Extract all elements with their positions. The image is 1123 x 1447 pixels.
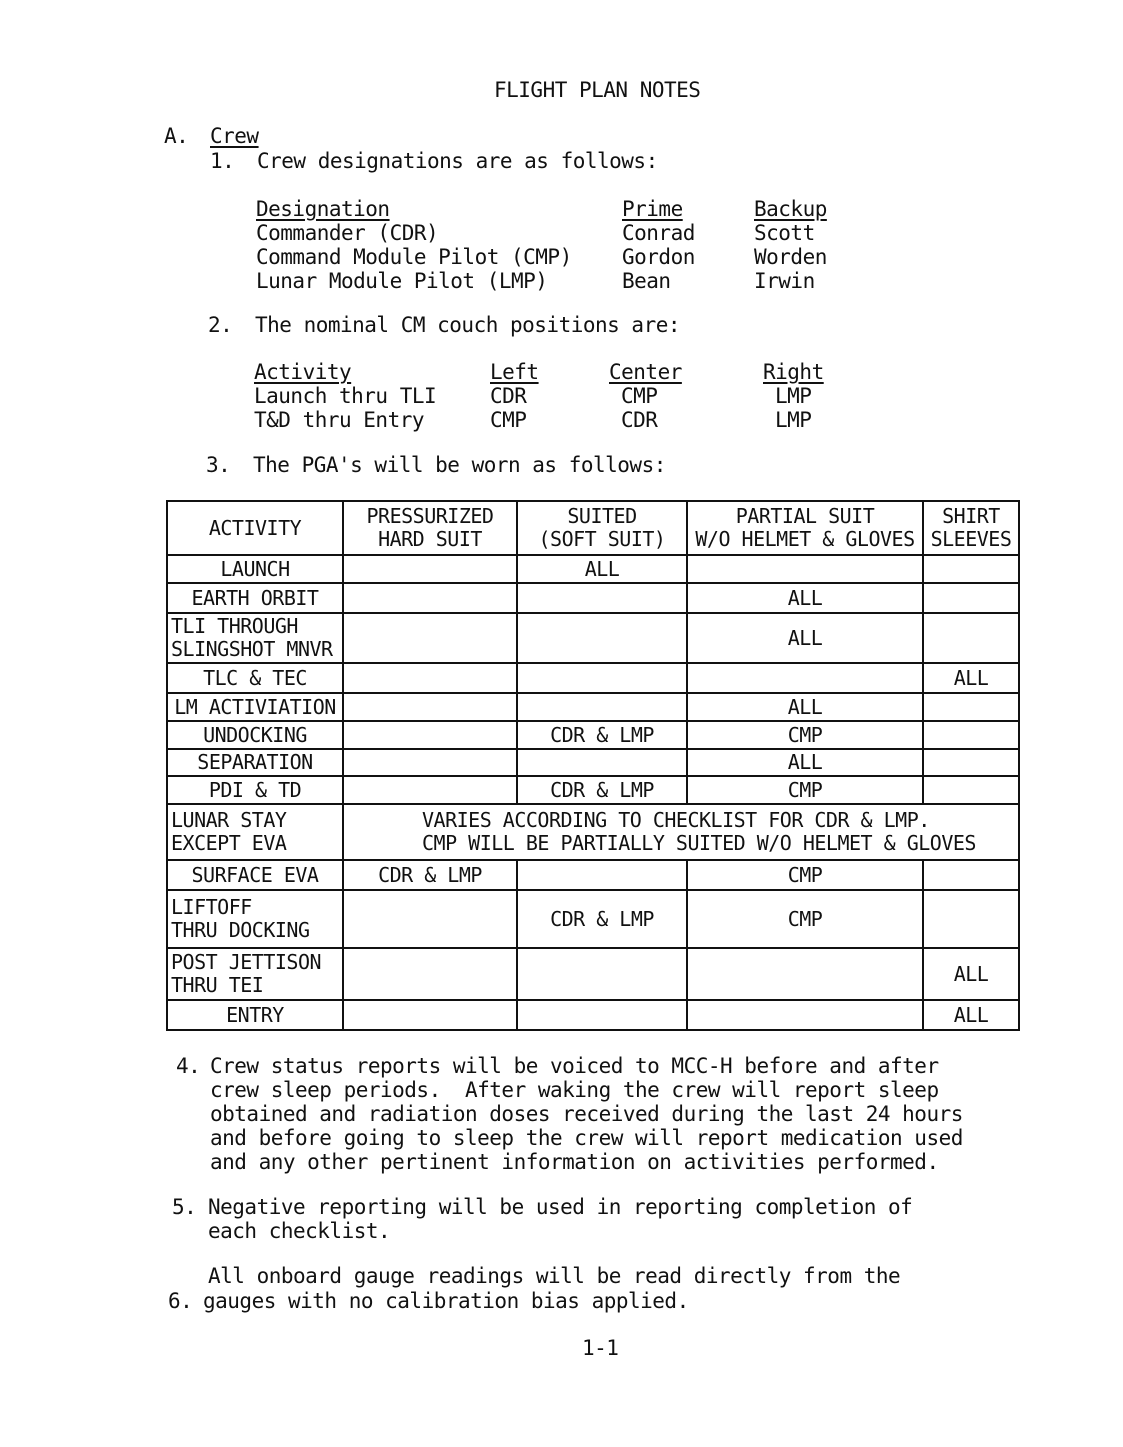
pga-activity-cell: SEPARATION xyxy=(167,749,343,776)
center-column xyxy=(609,360,682,432)
pga-header-cell: PARTIAL SUIT W/O HELMET & GLOVES xyxy=(687,501,923,555)
pga-activity-cell: TLI THROUGH SLINGSHOT MNVR xyxy=(167,613,343,663)
pga-cell xyxy=(517,1000,687,1030)
pga-cell: CMP xyxy=(687,890,923,948)
pga-cell xyxy=(687,663,923,693)
prime-cell: Bean xyxy=(622,269,671,293)
pga-activity-cell: TLC & TEC xyxy=(167,663,343,693)
pga-cell xyxy=(517,749,687,776)
pga-table xyxy=(166,500,1020,1031)
pga-table-body xyxy=(167,501,1019,1030)
left-column xyxy=(490,360,539,432)
pga-activity-cell: LIFTOFF THRU DOCKING xyxy=(167,890,343,948)
pga-cell xyxy=(923,583,1019,613)
couch-right-cell: LMP xyxy=(775,384,812,408)
item-4-number: 4. xyxy=(176,1054,201,1078)
paragraph-line: Negative reporting will be used in reporting completion of xyxy=(208,1195,913,1219)
designation-cell: Command Module Pilot (CMP) xyxy=(256,245,572,269)
designation-cell: Commander (CDR) xyxy=(256,221,439,245)
pga-cell: CDR & LMP xyxy=(343,860,517,890)
pga-cell xyxy=(343,776,517,804)
couch-left-cell: CMP xyxy=(490,408,527,432)
pga-cell xyxy=(923,860,1019,890)
pga-row xyxy=(167,613,1019,663)
pga-cell xyxy=(343,721,517,749)
couch-center-cell: CMP xyxy=(621,384,658,408)
pga-row xyxy=(167,860,1019,890)
pga-cell xyxy=(517,948,687,1000)
pga-cell xyxy=(343,749,517,776)
paragraph-line: each checklist. xyxy=(208,1219,391,1243)
pga-cell xyxy=(687,1000,923,1030)
prime-cell: Conrad xyxy=(622,221,695,245)
pga-activity-cell: ENTRY xyxy=(167,1000,343,1030)
pga-row xyxy=(167,776,1019,804)
pga-header-cell: SUITED (SOFT SUIT) xyxy=(517,501,687,555)
pga-header-cell: ACTIVITY xyxy=(167,501,343,555)
section-heading: Crew xyxy=(210,124,259,148)
designation-column xyxy=(256,197,572,293)
pga-cell: ALL xyxy=(923,663,1019,693)
pga-cell xyxy=(687,948,923,1000)
item-3-text: The PGA's will be worn as follows: xyxy=(253,453,666,477)
pga-cell: CDR & LMP xyxy=(517,890,687,948)
pga-cell xyxy=(343,1000,517,1030)
pga-cell xyxy=(517,693,687,721)
pga-activity-cell: LAUNCH xyxy=(167,555,343,583)
item-6-number: 6. xyxy=(168,1289,193,1313)
pga-cell xyxy=(923,890,1019,948)
pga-activity-cell: UNDOCKING xyxy=(167,721,343,749)
pga-cell xyxy=(343,890,517,948)
pga-cell xyxy=(923,776,1019,804)
couch-center-cell: CDR xyxy=(621,408,658,432)
right-column xyxy=(763,360,824,432)
pga-cell xyxy=(923,555,1019,583)
pga-cell xyxy=(923,613,1019,663)
pga-cell xyxy=(517,583,687,613)
pga-merged-cell: VARIES ACCORDING TO CHECKLIST FOR CDR & LMP. CMP WILL BE PARTIALLY SUITED W/O HELMET & GLOVES xyxy=(343,804,1019,860)
left-header: Left xyxy=(490,360,539,384)
activity-header: Activity xyxy=(254,360,352,384)
pga-cell xyxy=(343,663,517,693)
couch-activity-cell: Launch thru TLI xyxy=(254,384,437,408)
pga-row xyxy=(167,1000,1019,1030)
pga-cell xyxy=(343,948,517,1000)
pga-cell: CMP xyxy=(687,721,923,749)
pga-cell xyxy=(343,693,517,721)
pga-cell xyxy=(343,555,517,583)
pga-cell: ALL xyxy=(517,555,687,583)
item-2-number: 2. xyxy=(208,313,233,337)
pga-cell: CMP xyxy=(687,776,923,804)
paragraph-line: obtained and radiation doses received during the last 24 hours xyxy=(210,1102,963,1126)
section-letter: A. xyxy=(164,124,189,148)
pga-row xyxy=(167,948,1019,1000)
designation-header: Designation xyxy=(256,197,390,221)
activity-column xyxy=(254,360,436,432)
pga-row xyxy=(167,583,1019,613)
pga-activity-cell: LUNAR STAY EXCEPT EVA xyxy=(167,804,343,860)
pga-cell xyxy=(923,693,1019,721)
pga-cell: CDR & LMP xyxy=(517,721,687,749)
couch-right-cell: LMP xyxy=(775,408,812,432)
pga-cell xyxy=(923,749,1019,776)
pga-row xyxy=(167,663,1019,693)
pga-header-cell: PRESSURIZED HARD SUIT xyxy=(343,501,517,555)
couch-left-cell: CDR xyxy=(490,384,527,408)
page-number: 1-1 xyxy=(582,1336,619,1360)
paragraph-line: and before going to sleep the crew will report medication used xyxy=(210,1126,963,1150)
item-5-number: 5. xyxy=(172,1195,197,1219)
pga-row xyxy=(167,890,1019,948)
pga-cell: ALL xyxy=(923,948,1019,1000)
pga-header-cell: SHIRT SLEEVES xyxy=(923,501,1019,555)
pga-cell xyxy=(517,663,687,693)
paragraph-line: Crew status reports will be voiced to MCC-H before and after xyxy=(210,1054,939,1078)
pga-cell xyxy=(343,583,517,613)
center-header: Center xyxy=(609,360,682,384)
pga-cell xyxy=(517,613,687,663)
pga-cell: ALL xyxy=(687,613,923,663)
pga-row xyxy=(167,804,1019,860)
backup-header: Backup xyxy=(754,197,827,221)
item-2-text: The nominal CM couch positions are: xyxy=(255,313,681,337)
pga-activity-cell: SURFACE EVA xyxy=(167,860,343,890)
pga-row xyxy=(167,749,1019,776)
prime-column xyxy=(622,197,695,293)
designation-cell: Lunar Module Pilot (LMP) xyxy=(256,269,548,293)
item-4-paragraph xyxy=(210,1054,963,1174)
item-1-text: Crew designations are as follows: xyxy=(257,149,658,173)
paragraph-line: crew sleep periods. After waking the crew will report sleep xyxy=(210,1078,939,1102)
pga-activity-cell: EARTH ORBIT xyxy=(167,583,343,613)
prime-cell: Gordon xyxy=(622,245,695,269)
item-5-paragraph xyxy=(208,1195,912,1243)
pga-cell xyxy=(923,721,1019,749)
backup-cell: Irwin xyxy=(754,269,815,293)
pga-row xyxy=(167,693,1019,721)
backup-cell: Scott xyxy=(754,221,815,245)
page-title: FLIGHT PLAN NOTES xyxy=(494,78,701,102)
pga-cell xyxy=(517,860,687,890)
pga-cell: CDR & LMP xyxy=(517,776,687,804)
pga-cell xyxy=(343,613,517,663)
pga-row xyxy=(167,721,1019,749)
backup-column xyxy=(754,197,827,293)
pga-row xyxy=(167,555,1019,583)
paragraph-line: and any other pertinent information on activities performed. xyxy=(210,1150,939,1174)
right-header: Right xyxy=(763,360,824,384)
pga-cell: ALL xyxy=(687,749,923,776)
pga-activity-cell: LM ACTIVIATION xyxy=(167,693,343,721)
pga-header-row xyxy=(167,501,1019,555)
pga-cell: ALL xyxy=(923,1000,1019,1030)
item-1-number: 1. xyxy=(210,149,235,173)
item-3-number: 3. xyxy=(206,453,231,477)
pga-activity-cell: PDI & TD xyxy=(167,776,343,804)
pga-cell: ALL xyxy=(687,693,923,721)
pga-cell: ALL xyxy=(687,583,923,613)
pga-cell xyxy=(687,555,923,583)
pga-activity-cell: POST JETTISON THRU TEI xyxy=(167,948,343,1000)
couch-activity-cell: T&D thru Entry xyxy=(254,408,425,432)
pga-cell: CMP xyxy=(687,860,923,890)
item-6-line-2: gauges with no calibration bias applied. xyxy=(203,1289,689,1313)
backup-cell: Worden xyxy=(754,245,827,269)
item-6-line-1: All onboard gauge readings will be read directly from the xyxy=(208,1264,901,1288)
prime-header: Prime xyxy=(622,197,683,221)
